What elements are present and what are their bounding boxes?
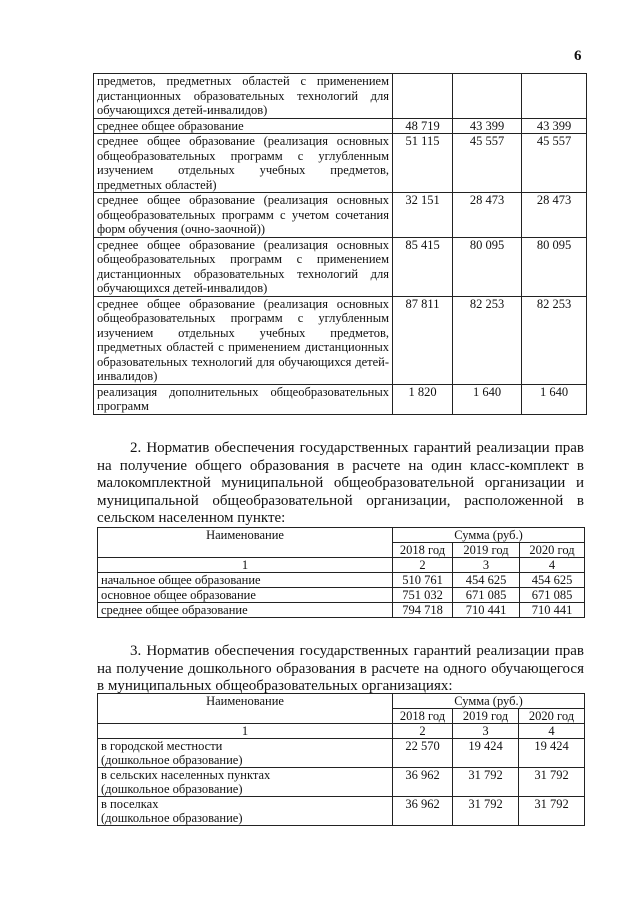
class-set-norms-table	[97, 527, 585, 618]
value-2019: 28 473	[453, 193, 522, 238]
table-row	[98, 797, 585, 826]
row-name-text: среднее общее образование (реализация основных общеобразовательных программ с углубленным изучением отдельных учебных предметов, предметных областей)	[97, 134, 389, 192]
header-year: 2020 год	[519, 709, 585, 724]
section-2-paragraph: 2. Норматив обеспечения государственных гарантий реализации прав на получение общего образования в расчете на один класс-комплект в малокомплектной муниципальной общеобразовательной организации и муниципальной общеобразовательной организации, расположенной в сельском населенном пункте:	[97, 440, 584, 526]
value-2018: 794 718	[393, 603, 453, 618]
row-subtitle: (дошкольное образование)	[101, 811, 243, 825]
row-subtitle: (дошкольное образование)	[101, 782, 243, 796]
row-name-text: в поселках	[101, 797, 159, 811]
value-2018: 85 415	[393, 237, 453, 296]
table-row	[94, 237, 587, 296]
value-2018: 51 115	[393, 134, 453, 193]
header-sum: Сумма (руб.)	[393, 694, 585, 709]
row-name-text: начальное общее образование	[101, 573, 261, 587]
header-name: Наименование	[98, 694, 393, 724]
col-number: 2	[393, 724, 453, 739]
value-2020: 671 085	[520, 588, 585, 603]
value-2020: 28 473	[522, 193, 587, 238]
table-row	[98, 588, 585, 603]
value-2018: 36 962	[393, 797, 453, 826]
col-number: 4	[519, 724, 585, 739]
header-year: 2019 год	[453, 543, 520, 558]
row-name	[94, 134, 393, 193]
header-year: 2018 год	[393, 543, 453, 558]
value-2019: 1 640	[453, 384, 522, 414]
norms-table-continued	[93, 73, 587, 415]
row-name	[94, 118, 393, 134]
value-2019: 43 399	[453, 118, 522, 134]
row-name-text: среднее общее образование	[101, 603, 248, 617]
value-2020: 710 441	[520, 603, 585, 618]
value-2019: 710 441	[453, 603, 520, 618]
value-2020: 31 792	[519, 797, 585, 826]
value-2019: 454 625	[453, 573, 520, 588]
row-name	[98, 739, 393, 768]
value-2019	[453, 74, 522, 119]
value-2018: 751 032	[393, 588, 453, 603]
row-name-text: среднее общее образование	[97, 118, 244, 133]
value-2019: 80 095	[453, 237, 522, 296]
row-name	[98, 603, 393, 618]
table-row	[94, 134, 587, 193]
value-2019: 31 792	[453, 797, 519, 826]
section-3-text	[97, 643, 584, 696]
value-2020: 31 792	[519, 768, 585, 797]
row-name-text: реализация дополнительных общеобразовательных программ	[97, 384, 389, 413]
header-year: 2019 год	[453, 709, 519, 724]
value-2020: 45 557	[522, 134, 587, 193]
row-name	[98, 768, 393, 797]
header-name: Наименование	[98, 528, 393, 558]
table-row	[98, 739, 585, 768]
header-year: 2020 год	[520, 543, 585, 558]
value-2018: 87 811	[393, 296, 453, 384]
row-name-text: предметов, предметных областей с применением дистанционных образовательных технологий для обучающихся детей-инвалидов)	[97, 74, 389, 117]
row-name	[94, 296, 393, 384]
row-name-text: в городской местности	[101, 739, 223, 753]
value-2019: 19 424	[453, 739, 519, 768]
row-name	[98, 573, 393, 588]
col-number: 2	[393, 558, 453, 573]
value-2019: 671 085	[453, 588, 520, 603]
page-number: 6	[574, 48, 582, 64]
value-2019: 45 557	[453, 134, 522, 193]
row-name	[94, 74, 393, 119]
table-row	[94, 74, 587, 119]
header-sum: Сумма (руб.)	[393, 528, 585, 543]
row-name	[94, 193, 393, 238]
row-name	[98, 797, 393, 826]
col-number: 1	[98, 724, 393, 739]
value-2019: 82 253	[453, 296, 522, 384]
value-2020: 82 253	[522, 296, 587, 384]
row-subtitle: (дошкольное образование)	[101, 753, 243, 767]
value-2020: 19 424	[519, 739, 585, 768]
col-number: 3	[453, 724, 519, 739]
value-2020: 1 640	[522, 384, 587, 414]
row-name-text: основное общее образование	[101, 588, 256, 602]
table-row	[94, 193, 587, 238]
table-row	[98, 768, 585, 797]
value-2018: 1 820	[393, 384, 453, 414]
section-2-text	[97, 440, 584, 528]
section-3-paragraph: 3. Норматив обеспечения государственных гарантий реализации прав на получение дошкольного образования в расчете на одного обучающегося в муниципальных общеобразовательных организациях:	[97, 643, 584, 694]
value-2018	[393, 74, 453, 119]
value-2018: 22 570	[393, 739, 453, 768]
row-name	[94, 384, 393, 414]
col-number: 3	[453, 558, 520, 573]
row-name-text: среднее общее образование (реализация основных общеобразовательных программ с учетом сочетания форм обучения (очно-заочной))	[97, 193, 389, 236]
table-row	[98, 603, 585, 618]
row-name-text: среднее общее образование (реализация основных общеобразовательных программ с углубленным изучением отдельных учебных предметов, предметных областей с применением дистанционных образовательных технологий для обучающихся детей-инвалидов)	[97, 296, 389, 383]
table-row	[94, 118, 587, 134]
value-2018: 510 761	[393, 573, 453, 588]
value-2019: 31 792	[453, 768, 519, 797]
col-number: 4	[520, 558, 585, 573]
row-name-text: в сельских населенных пунктах	[101, 768, 271, 782]
value-2018: 48 719	[393, 118, 453, 134]
value-2020: 43 399	[522, 118, 587, 134]
value-2020: 80 095	[522, 237, 587, 296]
table-row	[94, 384, 587, 414]
col-number: 1	[98, 558, 393, 573]
value-2020	[522, 74, 587, 119]
row-name	[98, 588, 393, 603]
table-row	[98, 573, 585, 588]
preschool-norms-table	[97, 693, 585, 826]
row-name-text: среднее общее образование (реализация основных общеобразовательных программ с применением дистанционных образовательных технологий для обучающихся детей-инвалидов)	[97, 237, 389, 295]
value-2018: 32 151	[393, 193, 453, 238]
table-row	[94, 296, 587, 384]
value-2020: 454 625	[520, 573, 585, 588]
row-name	[94, 237, 393, 296]
header-year: 2018 год	[393, 709, 453, 724]
value-2018: 36 962	[393, 768, 453, 797]
